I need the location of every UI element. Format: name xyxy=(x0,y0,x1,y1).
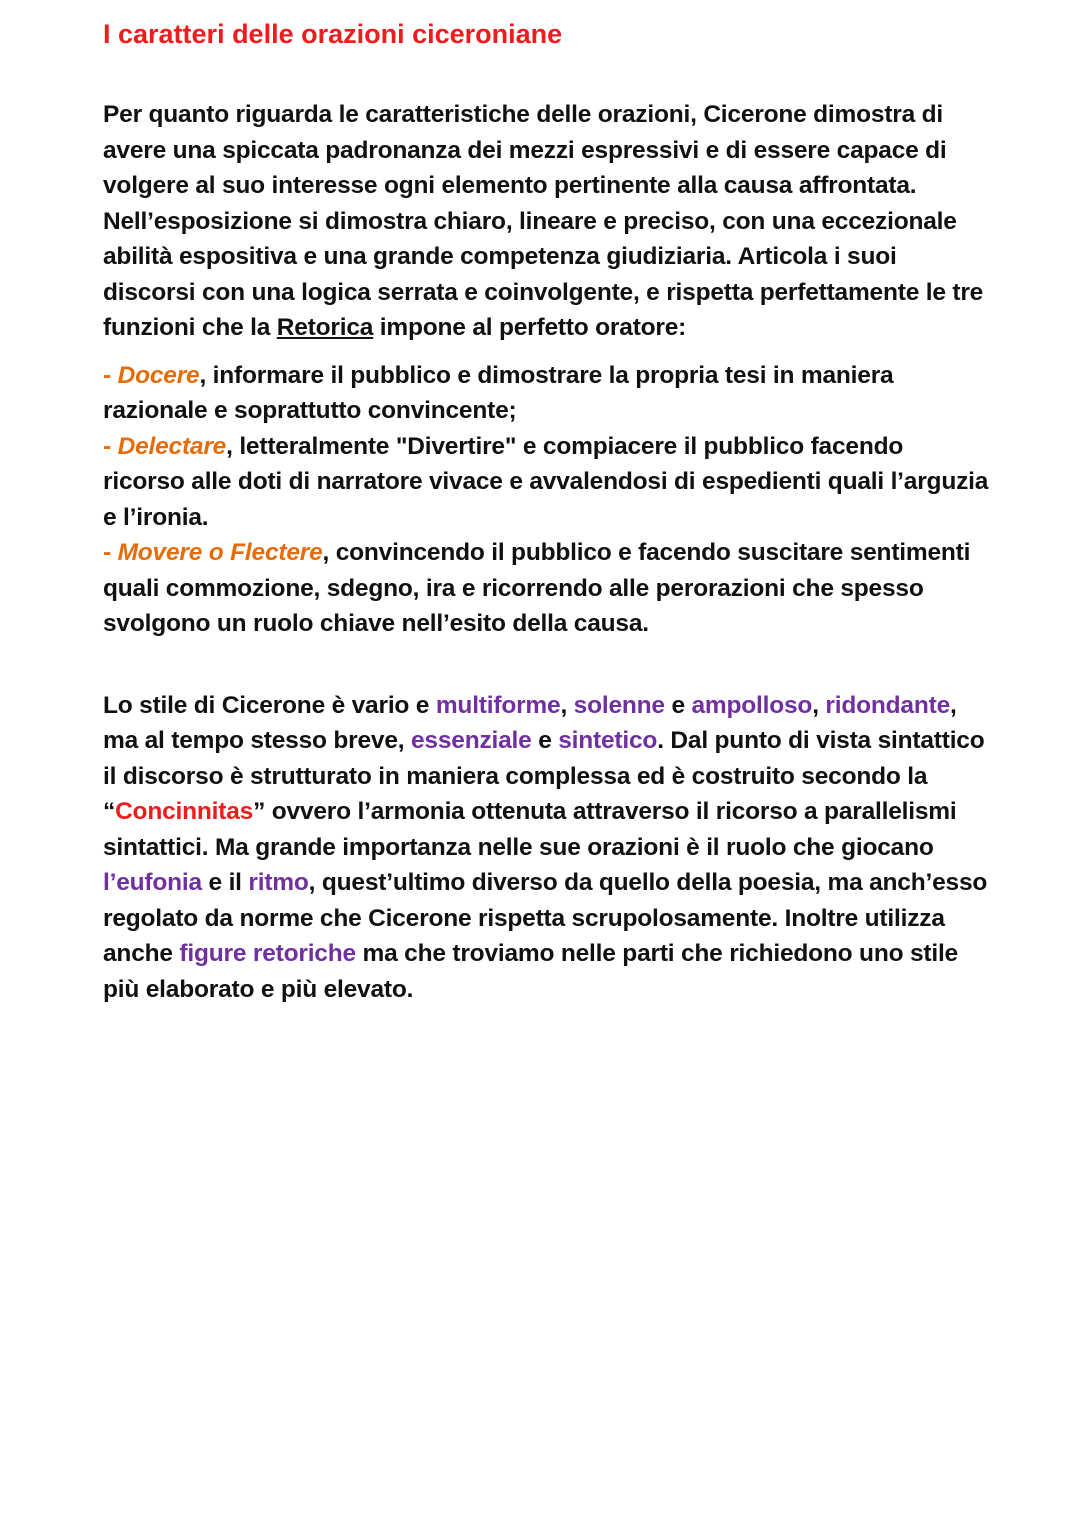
style-text: Lo stile di Cicerone è vario e xyxy=(103,691,436,719)
intro-text-1: Per quanto riguarda le caratteristiche delle orazioni, Cicerone dimostra di avere una spiccata padronanza dei mezzi espressivi e di essere capace di volgere al suo interesse ogni elemento pertinente alla causa affrontata. Nell’esposizione si dimostra chiaro, lineare e preciso, con una eccezionale abilità espositiva e una grande competenza giudiziaria. Articola i suoi discorsi con una logica serrata e coinvolgente, e rispetta perfettamente le tre funzioni che la xyxy=(103,101,984,341)
page-title: I caratteri delle orazioni ciceroniane xyxy=(103,19,563,49)
style-text: e xyxy=(531,727,559,754)
style-text: , ma al tempo stesso breve, xyxy=(103,691,957,754)
function-text-movere: , convincendo il pubblico e facendo suscitare sentimenti quali commozione, sdegno, ira e ricorrendo alle perorazioni che spesso svolgono un ruolo chiave nell’esito della causa. xyxy=(103,539,971,637)
keyword-essenziale: essenziale xyxy=(411,727,532,754)
keyword-ritmo: ritmo xyxy=(248,869,309,896)
functions-list xyxy=(103,358,990,642)
function-term-docere: Docere xyxy=(117,361,200,389)
keyword-eufonia: l’eufonia xyxy=(103,869,202,896)
style-text: ” ovvero l’armonia ottenuta attraverso il ricorso a parallelismi sintattici. Ma grande importanza nelle sue orazioni è il ruolo che giocano xyxy=(103,798,957,861)
list-dash: - xyxy=(103,361,118,389)
keyword-ridondante: ridondante xyxy=(825,691,951,719)
keyword-ampolloso: ampolloso xyxy=(691,691,813,719)
function-text-delectare: , letteralmente "Divertire" e compiacere il pubblico facendo ricorso alle doti di narratore vivace e avvalendosi di espedienti quali l’arguzia e l’ironia. xyxy=(103,432,989,531)
keyword-figure-retoriche: figure retoriche xyxy=(179,940,356,967)
function-term-movere: Movere o Flectere xyxy=(117,539,323,566)
intro-paragraph xyxy=(103,97,990,346)
function-item-movere xyxy=(103,535,990,642)
function-text-docere: , informare il pubblico e dimostrare la propria tesi in maniera razionale e soprattutto convincente; xyxy=(103,361,894,424)
keyword-multiforme: multiforme xyxy=(435,691,561,719)
function-term-delectare: Delectare xyxy=(117,432,227,460)
intro-text-2: impone al perfetto oratore: xyxy=(373,314,687,341)
style-text: ma che troviamo nelle parti che richiedono uno stile più elaborato e più elevato. xyxy=(103,940,958,1003)
keyword-sintetico: sintetico xyxy=(558,727,658,754)
function-item-delectare xyxy=(103,429,990,536)
style-text: , quest’ultimo diverso da quello della poesia, ma anch’esso regolato da norme che Cicerone rispetta scrupolosamente. Inoltre utilizza anche xyxy=(103,869,988,967)
style-text: e il xyxy=(201,869,249,896)
style-text: e xyxy=(664,691,692,719)
style-paragraph xyxy=(103,688,990,1008)
function-item-docere xyxy=(103,358,990,429)
style-text: . Dal punto di vista sintattico il discorso è strutturato in maniera complessa ed è costruito secondo la “ xyxy=(103,727,985,825)
style-text: , xyxy=(812,691,826,719)
retorica-term: Retorica xyxy=(276,314,374,341)
style-text: , xyxy=(560,691,574,719)
list-dash: - xyxy=(103,539,118,566)
list-dash: - xyxy=(103,432,118,460)
keyword-solenne: solenne xyxy=(573,691,665,719)
keyword-concinnitas: Concinnitas xyxy=(115,798,254,825)
